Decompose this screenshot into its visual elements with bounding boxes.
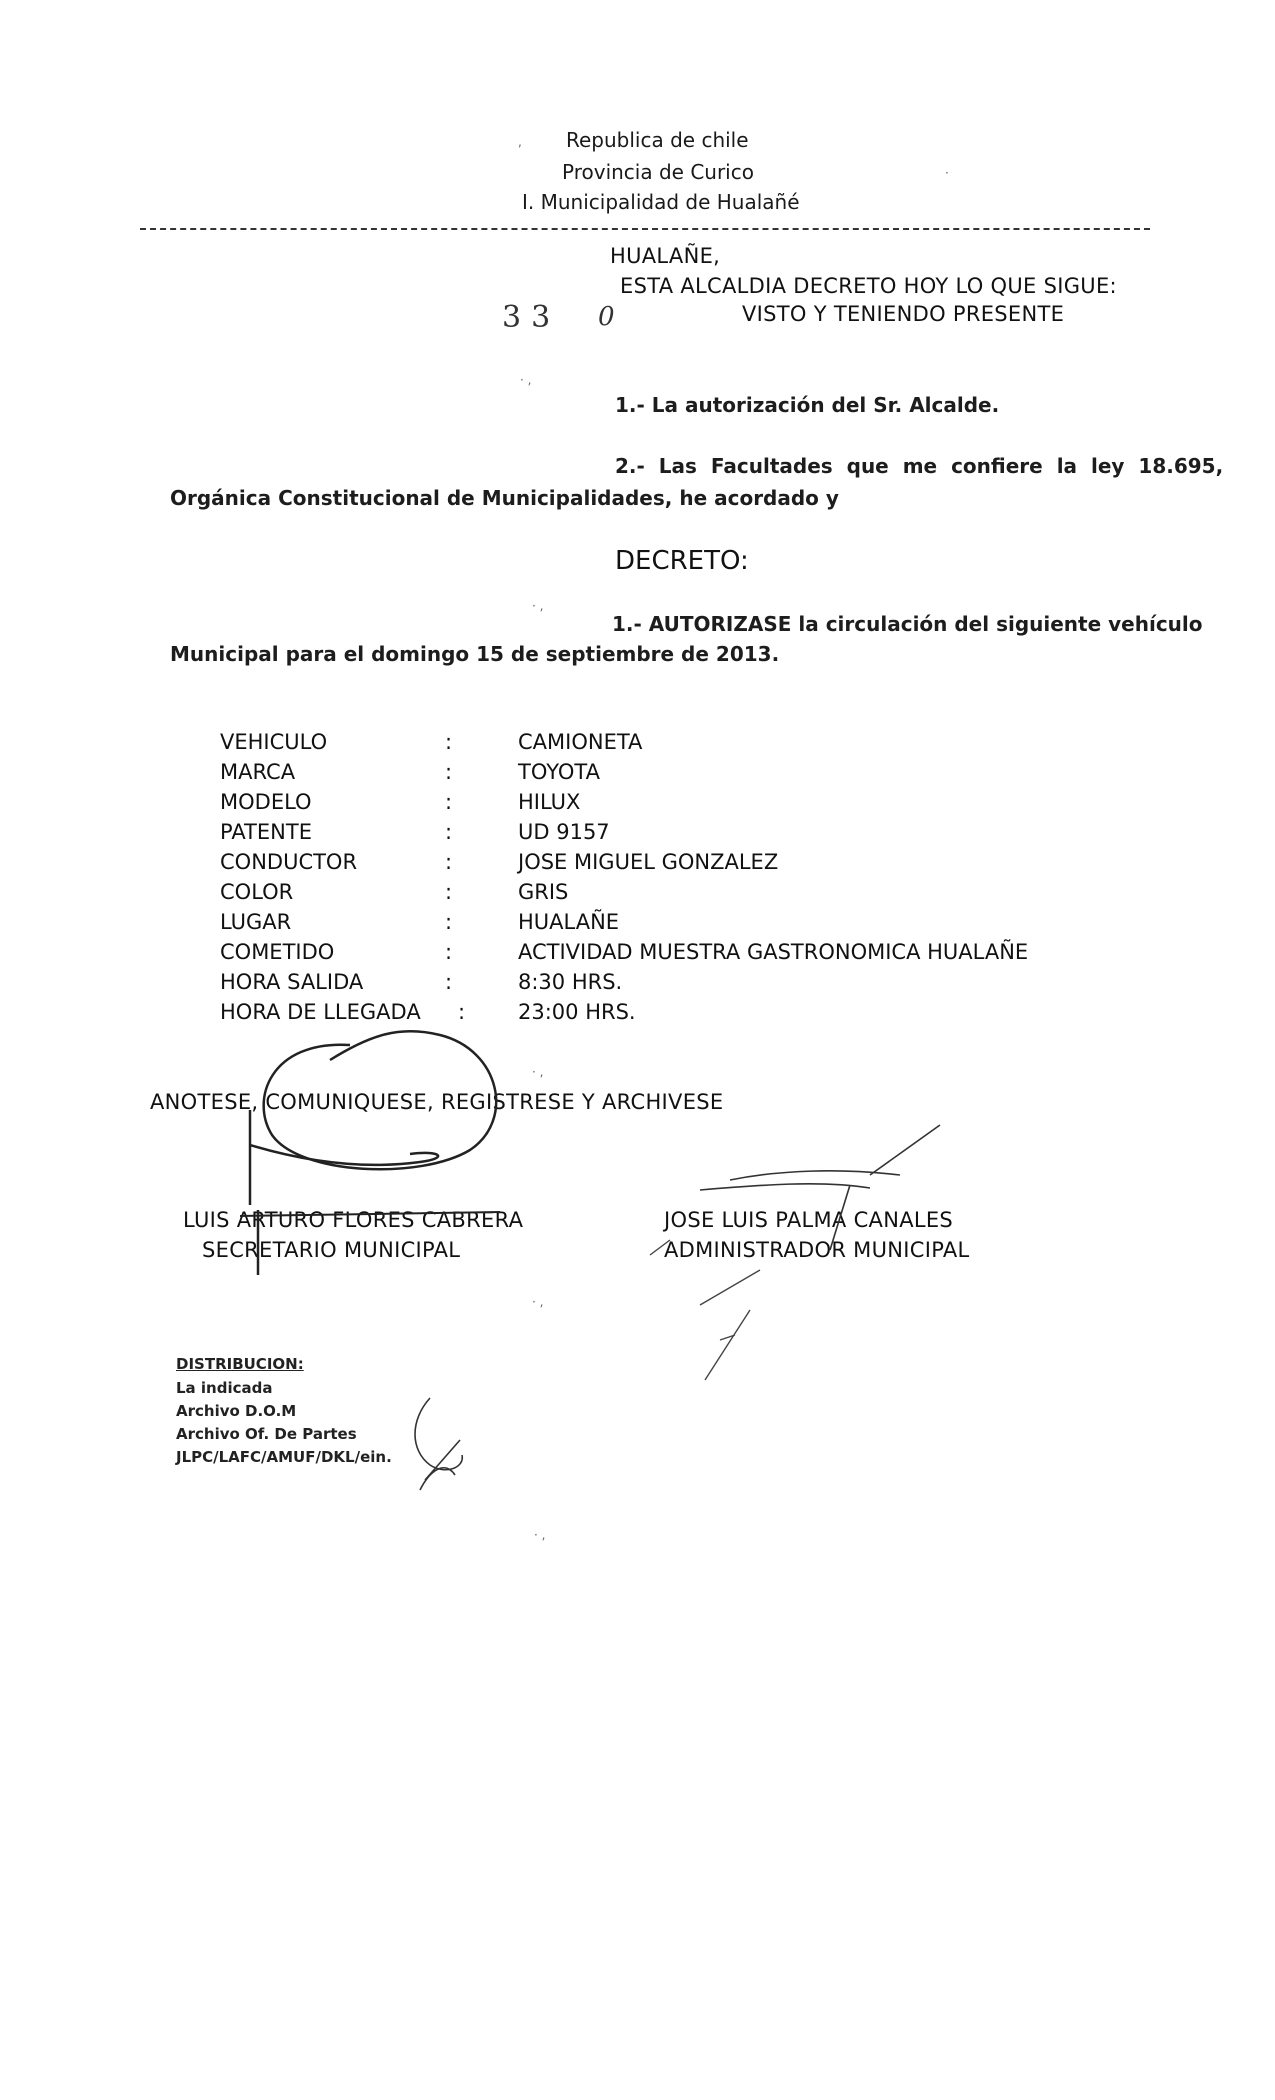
scan-speck: · , <box>532 599 544 613</box>
left-name-strike <box>240 1212 500 1216</box>
visto-heading: VISTO Y TENIENDO PRESENTE <box>742 302 1065 326</box>
scan-speck: · <box>945 166 949 180</box>
signatory-right-name: JOSE LUIS PALMA CANALES <box>664 1208 954 1232</box>
considerando-2-line2: Orgánica Constitucional de Municipalidades, he acordado y <box>170 486 839 510</box>
decree-number-suffix: 0 <box>598 302 615 332</box>
scan-speck: · , <box>534 1528 546 1542</box>
vehicle-value: UD 9157 <box>518 820 610 844</box>
vehicle-label: VEHICULO <box>220 730 328 754</box>
distribution-heading: DISTRIBUCION: <box>176 1355 304 1373</box>
vehicle-value: ACTIVIDAD MUESTRA GASTRONOMICA HUALAÑE <box>518 940 1029 964</box>
place-name: HUALAÑE, <box>610 244 721 268</box>
closing-formula: ANOTESE, COMUNIQUESE, REGISTRESE Y ARCHIVESE <box>150 1090 724 1114</box>
header-republic: Republica de chile <box>566 128 749 152</box>
signatory-right-title: ADMINISTRADOR MUNICIPAL <box>664 1238 970 1262</box>
separator: : <box>445 760 453 784</box>
separator: : <box>445 880 453 904</box>
separator: : <box>445 790 453 814</box>
vehicle-label: HORA DE LLEGADA <box>220 1000 421 1024</box>
decreto-heading: DECRETO: <box>615 546 749 576</box>
vehicle-label: PATENTE <box>220 820 312 844</box>
scan-speck: , <box>518 135 522 149</box>
vehicle-value: 8:30 HRS. <box>518 970 623 994</box>
vehicle-label: CONDUCTOR <box>220 850 358 874</box>
separator: : <box>458 1000 466 1024</box>
distribution-initials <box>415 1398 462 1490</box>
vehicle-value: GRIS <box>518 880 569 904</box>
vehicle-value: HUALAÑE <box>518 910 620 934</box>
decree-statement: ESTA ALCALDIA DECRETO HOY LO QUE SIGUE: <box>620 274 1117 298</box>
vehicle-value: HILUX <box>518 790 581 814</box>
considerando-1: 1.- La autorización del Sr. Alcalde. <box>615 393 1000 417</box>
distribution-item: Archivo Of. De Partes <box>176 1425 357 1443</box>
separator: : <box>445 820 453 844</box>
header-province: Provincia de Curico <box>562 160 754 184</box>
left-signature-loop <box>264 1031 497 1169</box>
vehicle-label: COLOR <box>220 880 294 904</box>
vehicle-label: MODELO <box>220 790 312 814</box>
separator: : <box>445 970 453 994</box>
vehicle-label: HORA SALIDA <box>220 970 364 994</box>
decree-number: 33 <box>502 300 561 335</box>
vehicle-value: CAMIONETA <box>518 730 643 754</box>
scan-speck: · , <box>532 1295 544 1309</box>
distribution-item: JLPC/LAFC/AMUF/DKL/ein. <box>176 1448 392 1466</box>
vehicle-value: 23:00 HRS. <box>518 1000 636 1024</box>
signatory-left-title: SECRETARIO MUNICIPAL <box>202 1238 461 1262</box>
vehicle-label: MARCA <box>220 760 296 784</box>
separator: : <box>445 730 453 754</box>
signatory-left-name: LUIS ARTURO FLORES CABRERA <box>183 1208 524 1232</box>
separator: : <box>445 940 453 964</box>
separator: : <box>445 910 453 934</box>
scan-speck: · , <box>520 373 532 387</box>
scan-speck: · , <box>532 1065 544 1079</box>
vehicle-value: JOSE MIGUEL GONZALEZ <box>518 850 779 874</box>
vehicle-label: COMETIDO <box>220 940 335 964</box>
left-signature-stroke <box>250 1110 438 1205</box>
resolution-line2: Municipal para el domingo 15 de septiembre de 2013. <box>170 642 780 666</box>
separator: : <box>445 850 453 874</box>
distribution-item: Archivo D.O.M <box>176 1402 297 1420</box>
vehicle-label: LUGAR <box>220 910 292 934</box>
header-municipality: I. Municipalidad de Hualañé <box>522 190 800 214</box>
vehicle-value: TOYOTA <box>518 760 600 784</box>
distribution-item: La indicada <box>176 1379 273 1397</box>
right-signature <box>700 1125 940 1250</box>
resolution-line1: 1.- AUTORIZASE la circulación del siguiente vehículo <box>612 612 1203 636</box>
considerando-2-line1: 2.- Las Facultades que me confiere la ley 18.695, <box>615 454 1224 478</box>
right-signature-dash <box>650 1240 760 1380</box>
